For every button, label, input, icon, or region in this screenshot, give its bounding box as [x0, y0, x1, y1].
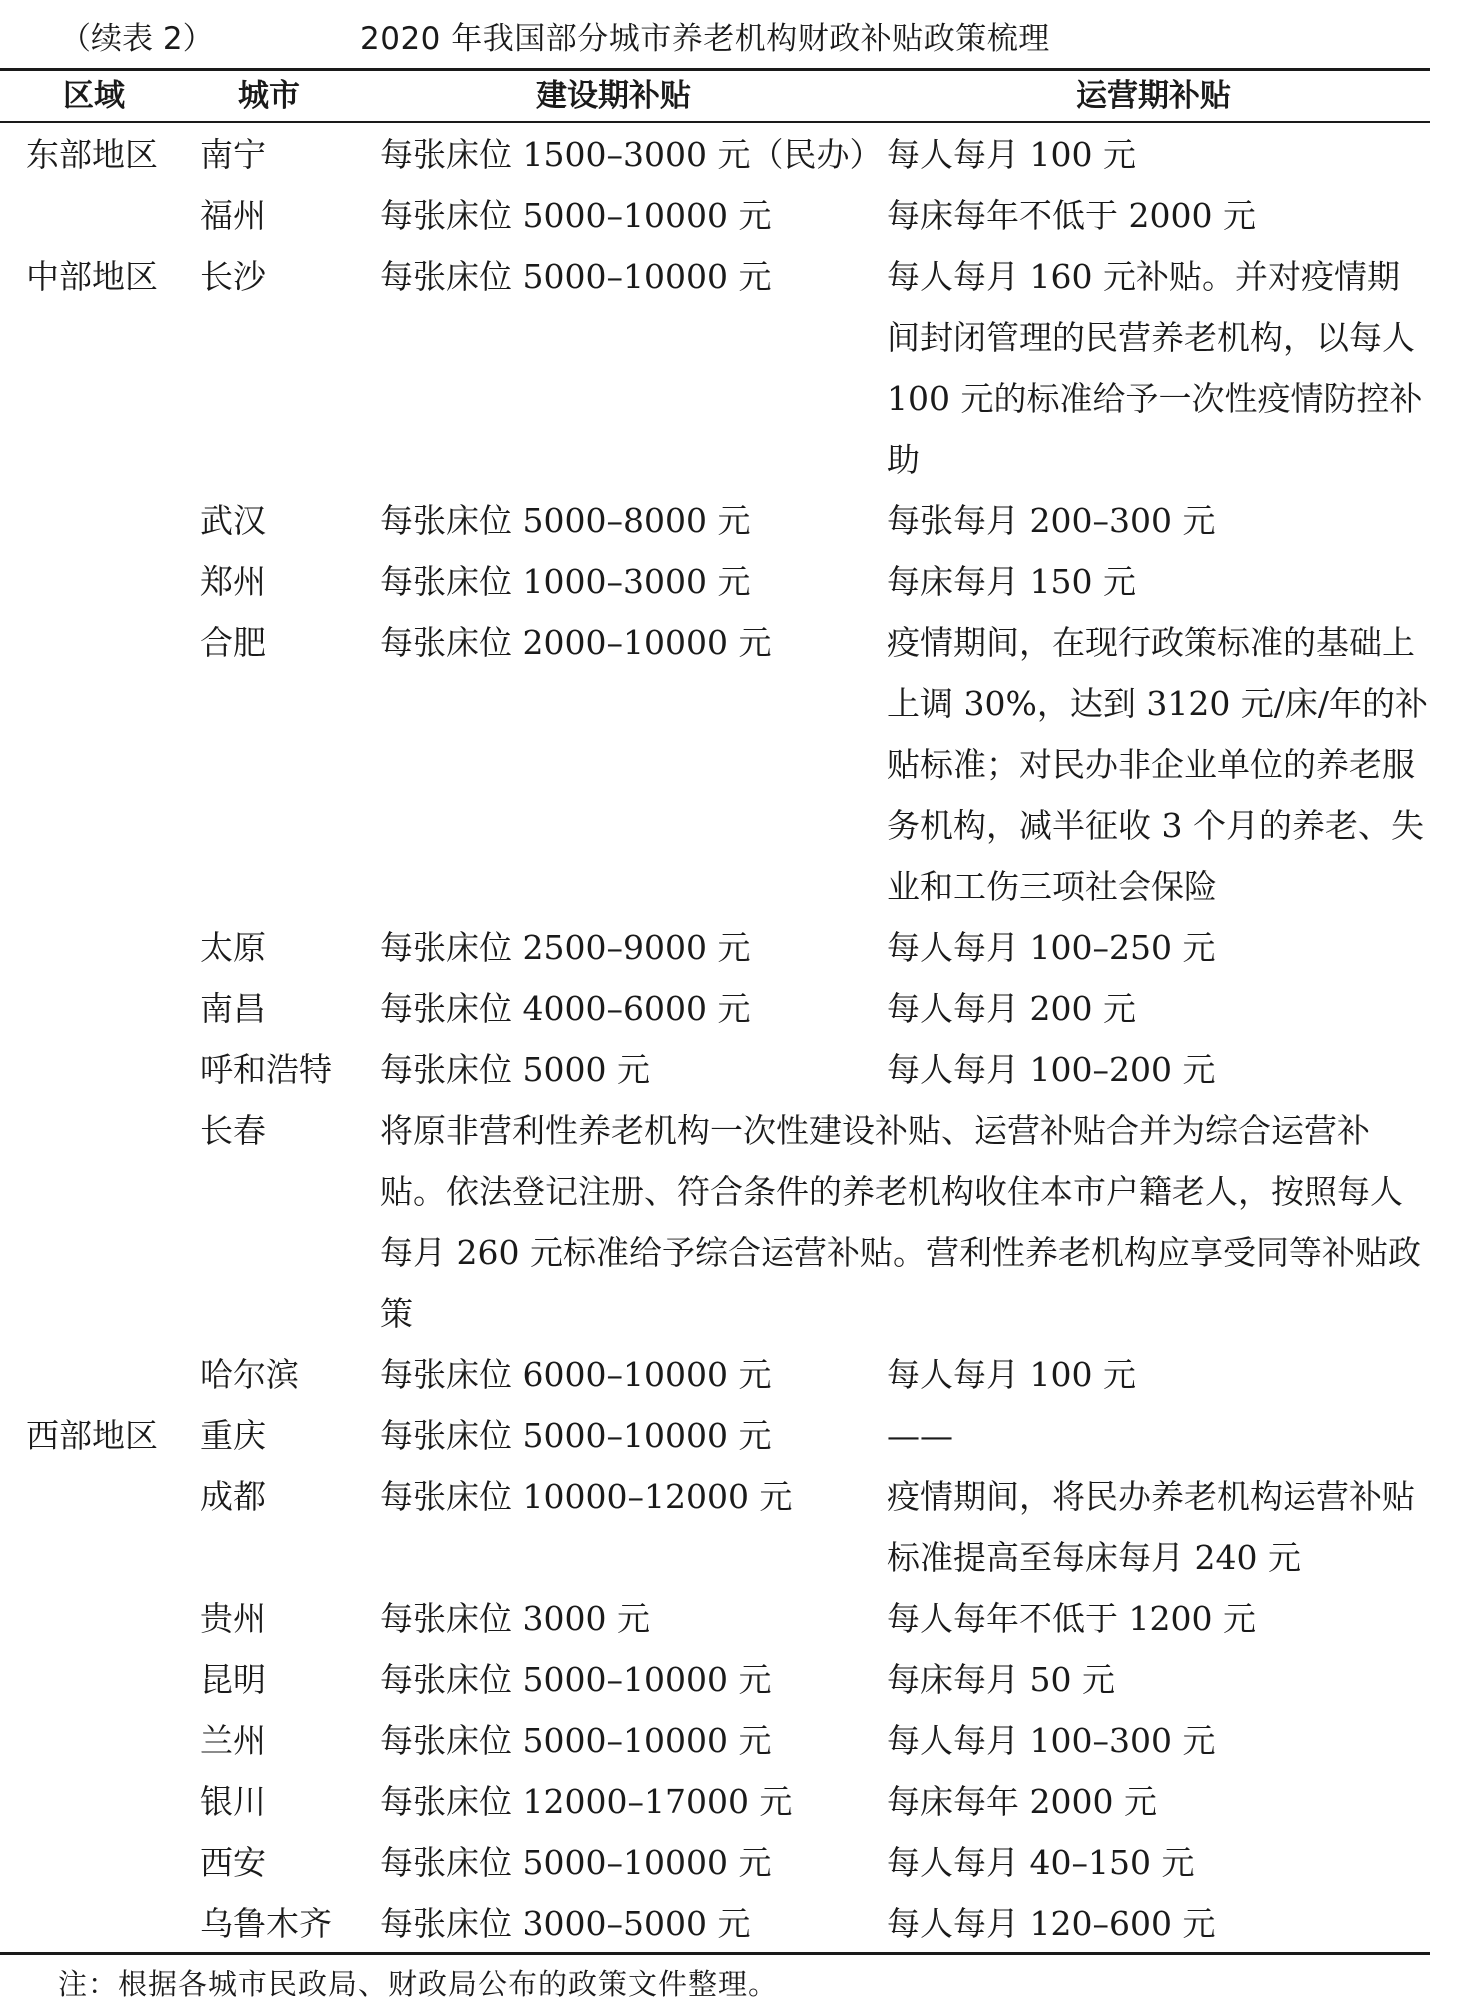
construction-subsidy-cell: 每张床位 5000–10000 元: [380, 1660, 772, 1699]
table-row: [0, 1039, 1430, 1100]
table-row: [0, 1710, 1430, 1771]
table-row: [0, 1832, 1430, 1893]
operation-subsidy-cell: 每人每年不低于 1200 元: [887, 1599, 1256, 1638]
table-body: [0, 124, 1430, 1954]
operation-subsidy-cell: 疫情期间，在现行政策标准的基础上上调 30%，达到 3120 元/床/年的补贴标准；对民办非企业单位的养老服务机构，减半征收 3 个月的养老、失业和工伤三项社会保险: [887, 623, 1429, 906]
region-cell: [0, 551, 200, 612]
table-row: [0, 1100, 1430, 1344]
region-cell: [0, 1588, 200, 1649]
construction-subsidy-cell: 每张床位 1000–3000 元: [380, 562, 751, 601]
construction-subsidy-cell: 每张床位 5000–10000 元: [380, 1843, 772, 1882]
table-title: 2020 年我国部分城市养老机构财政补贴政策梳理: [360, 21, 1050, 57]
region-cell: [0, 1893, 200, 1954]
region-cell: [0, 1649, 200, 1710]
table-row: [0, 246, 1430, 490]
continued-label: （续表 2）: [60, 21, 214, 57]
city-cell: 乌鲁木齐: [200, 1904, 332, 1943]
table-row: [0, 1344, 1430, 1405]
table-caption: [0, 14, 1461, 64]
construction-subsidy-cell: 每张床位 2000–10000 元: [380, 623, 772, 662]
construction-subsidy-cell: 每张床位 3000–5000 元: [380, 1904, 751, 1943]
header-operation-subsidy: 运营期补贴: [1076, 78, 1231, 114]
region-cell: [0, 185, 200, 246]
region-cell: [0, 1344, 200, 1405]
city-cell: 郑州: [200, 562, 266, 601]
operation-subsidy-cell: 每人每月 100–300 元: [887, 1721, 1216, 1760]
subsidy-table: [0, 124, 1430, 1954]
header-region: 区域: [63, 78, 125, 114]
table-row: [0, 551, 1430, 612]
region-cell: [0, 1100, 200, 1344]
city-cell: 南宁: [200, 135, 266, 174]
construction-subsidy-cell: 每张床位 4000–6000 元: [380, 989, 751, 1028]
operation-subsidy-cell: 每人每月 120–600 元: [887, 1904, 1216, 1943]
city-cell: 贵州: [200, 1599, 266, 1638]
operation-subsidy-cell: 每人每月 100 元: [887, 1355, 1136, 1394]
operation-subsidy-cell: 每床每月 50 元: [887, 1660, 1115, 1699]
table-row: [0, 1588, 1430, 1649]
header-city: 城市: [238, 78, 300, 114]
city-cell: 呼和浩特: [200, 1050, 332, 1089]
region-cell: [0, 1710, 200, 1771]
table-row: [0, 978, 1430, 1039]
table-header: [0, 71, 1430, 121]
city-cell: 成都: [200, 1477, 266, 1516]
table-row: [0, 1649, 1430, 1710]
construction-subsidy-cell: 每张床位 1500–3000 元（民办）: [380, 135, 883, 174]
region-cell: [0, 978, 200, 1039]
city-cell: 福州: [200, 196, 266, 235]
table-row: [0, 124, 1430, 185]
table-row: [0, 1771, 1430, 1832]
operation-subsidy-cell: 每人每月 100–200 元: [887, 1050, 1216, 1089]
construction-subsidy-cell: 每张床位 12000–17000 元: [380, 1782, 793, 1821]
table-row: [0, 1405, 1430, 1466]
region-cell: [0, 917, 200, 978]
construction-subsidy-cell: 每张床位 5000–10000 元: [380, 257, 772, 296]
table-row: [0, 185, 1430, 246]
city-cell: 昆明: [200, 1660, 266, 1699]
construction-subsidy-cell: 每张床位 5000–10000 元: [380, 196, 772, 235]
source-note: 注：根据各城市民政局、财政局公布的政策文件整理。: [58, 1967, 779, 2001]
city-cell: 南昌: [200, 989, 266, 1028]
header-rule: [0, 121, 1430, 123]
operation-subsidy-cell: 每人每月 160 元补贴。并对疫情期间封闭管理的民营养老机构，以每人 100 元的标准给予一次性疫情防控补助: [887, 257, 1423, 479]
region-cell: [0, 612, 200, 917]
table-row: [0, 1893, 1430, 1954]
city-cell: 西安: [200, 1843, 266, 1882]
operation-subsidy-cell: 每人每月 100 元: [887, 135, 1136, 174]
table-row: [0, 1466, 1430, 1588]
operation-subsidy-cell: 每人每月 200 元: [887, 989, 1136, 1028]
city-cell: 兰州: [200, 1721, 266, 1760]
operation-subsidy-cell: 每床每年 2000 元: [887, 1782, 1157, 1821]
region-cell: [0, 1832, 200, 1893]
region-cell: [0, 1039, 200, 1100]
combined-subsidy-cell: 将原非营利性养老机构一次性建设补贴、运营补贴合并为综合运营补贴。依法登记注册、符合条件的养老机构收住本市户籍老人，按照每人每月 260 元标准给予综合运营补贴。营利性养老机构应享受同等补贴政策: [380, 1111, 1421, 1333]
city-cell: 重庆: [200, 1416, 266, 1455]
operation-subsidy-cell: 每床每月 150 元: [887, 562, 1136, 601]
bottom-rule: [0, 1952, 1430, 1955]
city-cell: 长沙: [200, 257, 266, 296]
construction-subsidy-cell: 每张床位 6000–10000 元: [380, 1355, 772, 1394]
city-cell: 合肥: [200, 623, 266, 662]
city-cell: 太原: [200, 928, 266, 967]
header-construction-subsidy: 建设期补贴: [536, 78, 691, 114]
region-cell: 东部地区: [26, 135, 158, 174]
operation-subsidy-cell: 每床每年不低于 2000 元: [887, 196, 1256, 235]
operation-subsidy-cell: 疫情期间，将民办养老机构运营补贴标准提高至每床每月 240 元: [887, 1477, 1415, 1577]
operation-subsidy-cell: ——: [887, 1416, 953, 1455]
table-row: [0, 917, 1430, 978]
city-cell: 银川: [200, 1782, 266, 1821]
construction-subsidy-cell: 每张床位 3000 元: [380, 1599, 650, 1638]
region-cell: [0, 1771, 200, 1832]
operation-subsidy-cell: 每人每月 40–150 元: [887, 1843, 1195, 1882]
table-row: [0, 612, 1430, 917]
construction-subsidy-cell: 每张床位 2500–9000 元: [380, 928, 751, 967]
construction-subsidy-cell: 每张床位 5000–10000 元: [380, 1416, 772, 1455]
construction-subsidy-cell: 每张床位 5000 元: [380, 1050, 650, 1089]
city-cell: 哈尔滨: [200, 1355, 299, 1394]
region-cell: 西部地区: [26, 1416, 158, 1455]
operation-subsidy-cell: 每人每月 100–250 元: [887, 928, 1216, 967]
construction-subsidy-cell: 每张床位 5000–8000 元: [380, 501, 751, 540]
city-cell: 长春: [200, 1111, 266, 1150]
table-row: [0, 490, 1430, 551]
region-cell: 中部地区: [26, 257, 158, 296]
construction-subsidy-cell: 每张床位 10000–12000 元: [380, 1477, 793, 1516]
region-cell: [0, 1466, 200, 1588]
region-cell: [0, 490, 200, 551]
city-cell: 武汉: [200, 501, 266, 540]
construction-subsidy-cell: 每张床位 5000–10000 元: [380, 1721, 772, 1760]
operation-subsidy-cell: 每张每月 200–300 元: [887, 501, 1216, 540]
